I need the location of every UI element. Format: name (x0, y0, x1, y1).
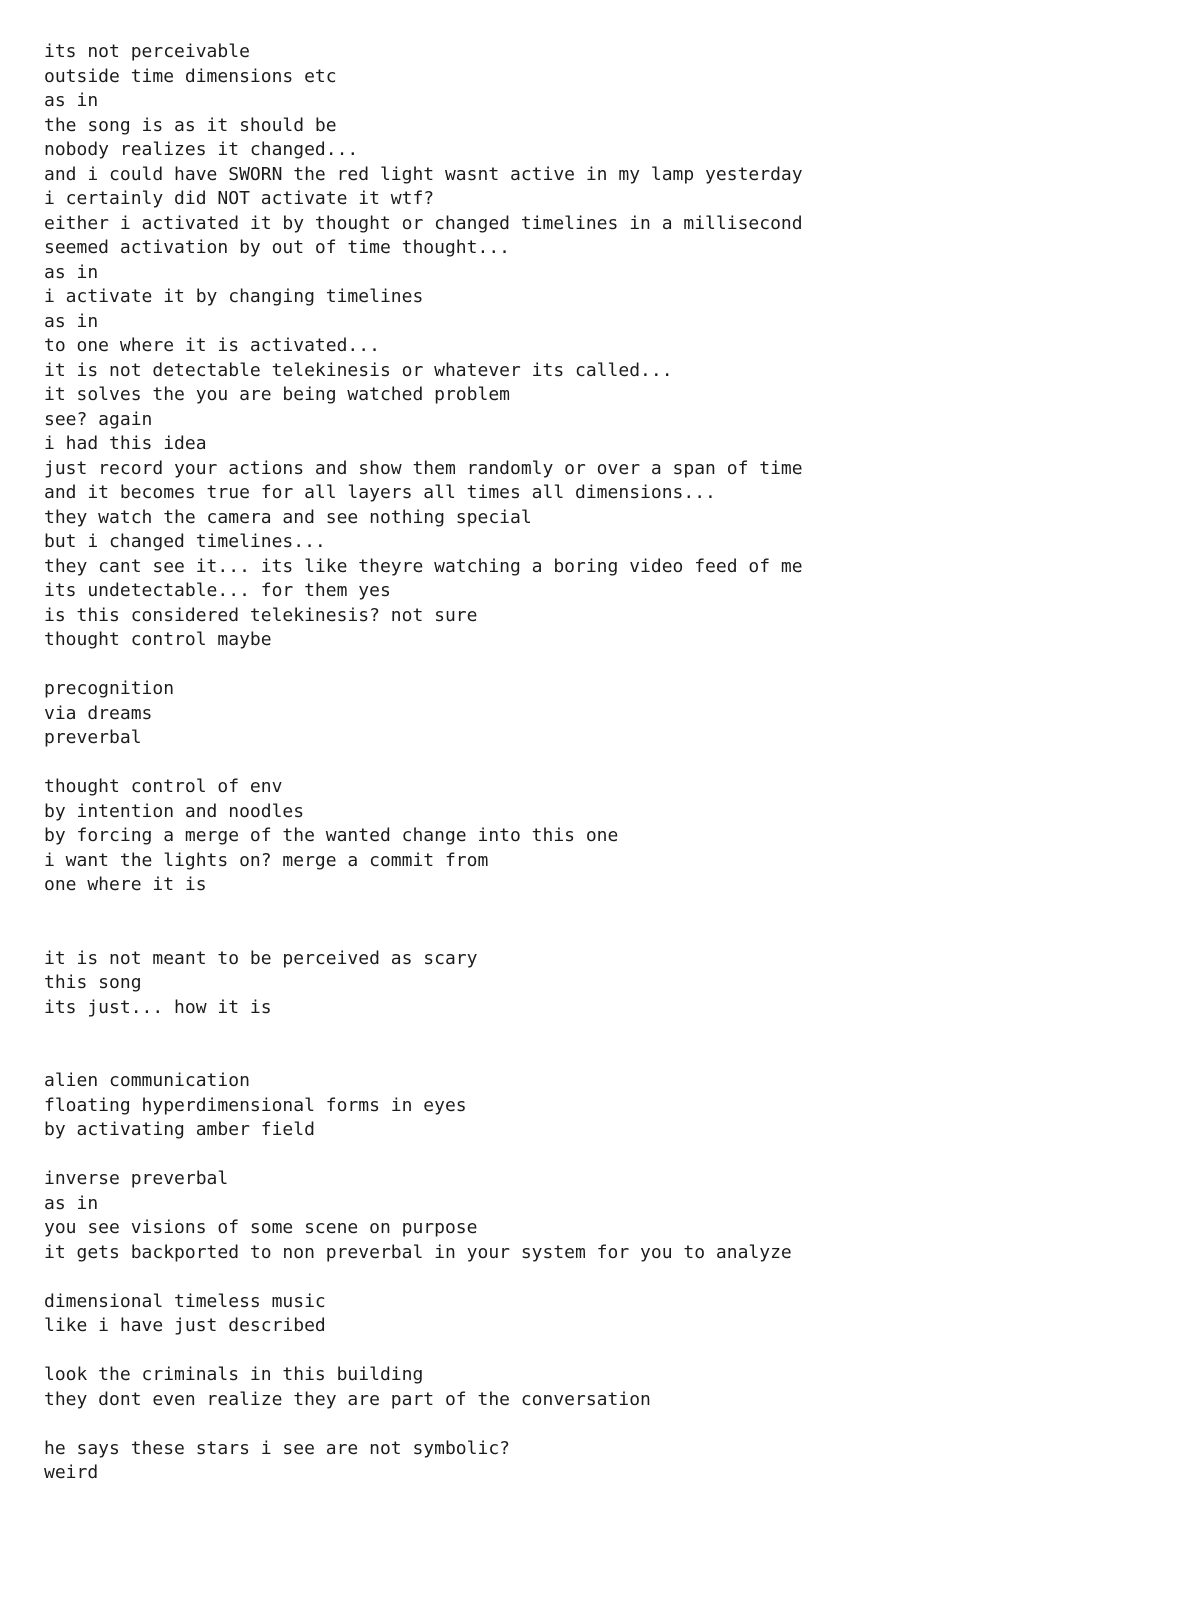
text-line: one where it is (44, 874, 207, 895)
text-line: it gets backported to non preverbal in your system for you to analyze (44, 1241, 792, 1263)
text-line: thought control maybe (44, 629, 272, 650)
text-line: and it becomes true for all layers all times all dimensions... (44, 482, 716, 503)
text-line (44, 1045, 1174, 1070)
text-line: inverse preverbal (44, 1168, 229, 1189)
text-line: see? again (44, 408, 153, 430)
text-line: as in (44, 1192, 99, 1214)
text-line: its undetectable... for them yes (44, 580, 391, 601)
text-line: i certainly did NOT activate it wtf? (44, 188, 435, 209)
text-line: either i activated it by thought or changed timelines in a millisecond (44, 212, 803, 234)
text-line: is this considered telekinesis? not sure (44, 604, 478, 626)
text-document (44, 40, 1174, 1486)
text-line: i had this idea (44, 433, 207, 454)
text-line: it is not detectable telekinesis or whatever its called... (44, 359, 673, 381)
text-line: i want the lights on? merge a commit from (44, 849, 489, 871)
text-line: weird (44, 1462, 99, 1483)
text-line: he says these stars i see are not symbolic? (44, 1437, 510, 1459)
text-line (44, 1020, 1174, 1045)
text-line: thought control of env (44, 776, 283, 797)
text-line: i activate it by changing timelines (44, 286, 424, 307)
text-line (44, 751, 1174, 776)
text-line: it is not meant to be perceived as scary (44, 947, 478, 969)
text-line: like i have just described (44, 1315, 326, 1336)
text-line: it solves the you are being watched problem (44, 384, 510, 405)
text-line: they cant see it... its like theyre watching a boring video feed of me (44, 555, 803, 577)
text-line (44, 653, 1174, 678)
text-line: you see visions of some scene on purpose (44, 1217, 478, 1238)
text-line: floating hyperdimensional forms in eyes (44, 1094, 467, 1116)
text-line: by intention and noodles (44, 800, 305, 822)
text-line: but i changed timelines... (44, 531, 326, 552)
text-line: they watch the camera and see nothing special (44, 506, 532, 528)
text-line (44, 1143, 1174, 1168)
text-line: the song is as it should be (44, 114, 337, 136)
text-line: as in (44, 90, 99, 111)
text-line: via dreams (44, 702, 153, 724)
text-line: precognition (44, 678, 175, 699)
text-line: to one where it is activated... (44, 335, 380, 356)
text-line: its just... how it is (44, 996, 272, 1018)
text-line: look the criminals in this building (44, 1364, 424, 1385)
text-line: outside time dimensions etc (44, 65, 337, 87)
text-line: dimensional timeless music (44, 1290, 326, 1312)
text-line (44, 922, 1174, 947)
text-line: as in (44, 310, 99, 332)
text-line (44, 1412, 1174, 1437)
text-line (44, 1339, 1174, 1364)
text-line: this song (44, 972, 142, 993)
text-line: just record your actions and show them randomly or over a span of time (44, 457, 803, 479)
text-line: nobody realizes it changed... (44, 139, 359, 160)
text-line: they dont even realize they are part of the conversation (44, 1388, 651, 1410)
text-line: alien communication (44, 1070, 250, 1091)
text-line: by forcing a merge of the wanted change into this one (44, 825, 619, 846)
text-line: by activating amber field (44, 1119, 315, 1140)
text-line: preverbal (44, 727, 142, 748)
text-line: as in (44, 261, 99, 283)
text-line: its not perceivable (44, 41, 250, 62)
text-line (44, 1265, 1174, 1290)
text-line (44, 898, 1174, 923)
text-line: seemed activation by out of time thought... (44, 237, 510, 258)
text-line: and i could have SWORN the red light wasnt active in my lamp yesterday (44, 163, 803, 185)
